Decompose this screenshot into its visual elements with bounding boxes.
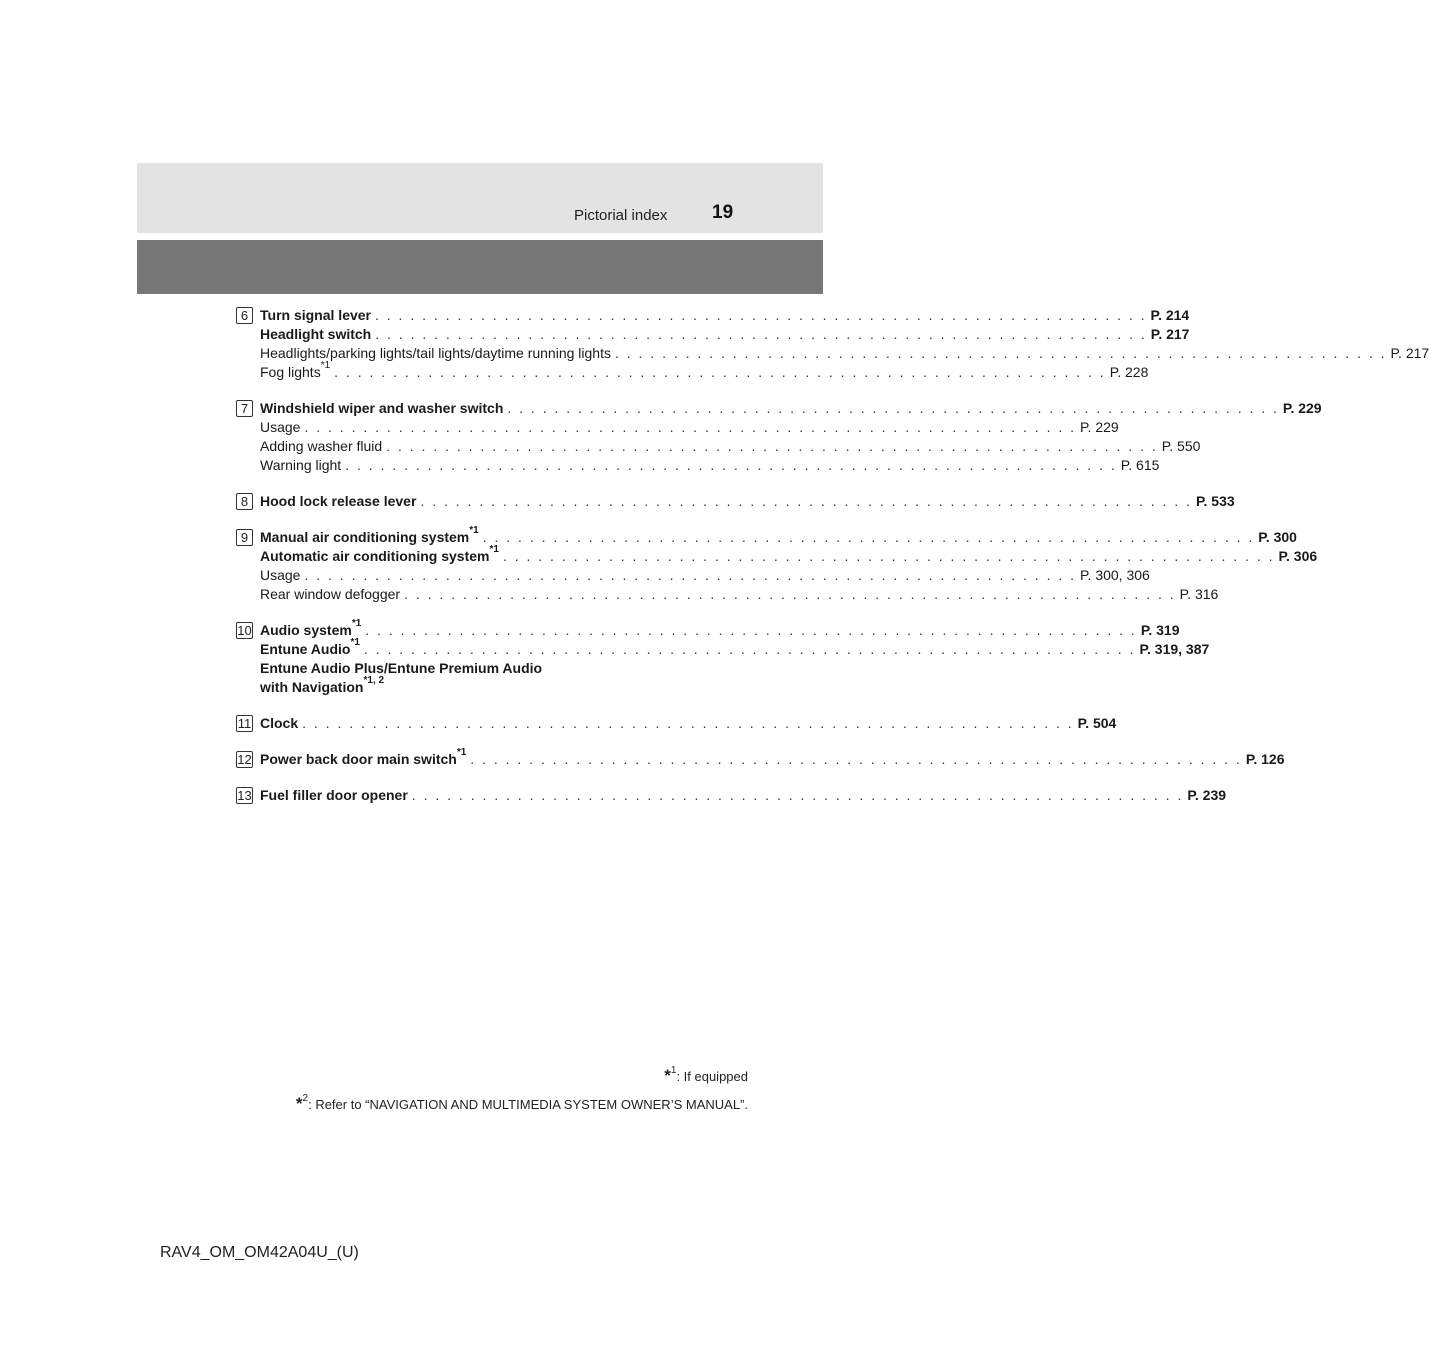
index-entry[interactable] [260,675,724,697]
footnote-marker: *1 [489,544,499,556]
page-reference[interactable]: P. 126 [1245,751,1285,767]
entry-label: Hood lock release lever [260,493,417,509]
index-entry[interactable] [260,399,1322,418]
index-group [236,399,1322,475]
index-entry[interactable] [260,306,1190,325]
index-entry[interactable] [260,659,724,678]
leader-dots: . . . . . . . . . . . . . . . . . . . . . . . . . . . . . . . . . . . . . . . . . . . . . . . . . . . . . . . . . . . . . . . . . . [365,622,1137,638]
item-number-badge: 7 [236,400,253,417]
section-banner [137,240,823,294]
page-reference[interactable]: P. 319 [1140,622,1180,638]
page-reference[interactable]: P. 239 [1187,787,1227,803]
footnote-number: 2 [302,1092,309,1104]
section-title: Pictorial index [574,207,668,224]
page-reference[interactable]: P. 229 [1282,400,1322,416]
index-entry[interactable] [260,544,1318,566]
leader-dots: . . . . . . . . . . . . . . . . . . . . . . . . . . . . . . . . . . . . . . . . . . . . . . . . . . . . . . . . . . . . . . . . . . [470,751,1242,767]
leader-dots: . . . . . . . . . . . . . . . . . . . . . . . . . . . . . . . . . . . . . . . . . . . . . . . . . . . . . . . . . . . . . . . . . . [345,457,1117,473]
index-entry[interactable] [260,492,1235,511]
leader-dots: . . . . . . . . . . . . . . . . . . . . . . . . . . . . . . . . . . . . . . . . . . . . . . . . . . . . . . . . . . . . . . . . . . [304,419,1077,435]
entry-label: Usage [260,567,301,583]
index-entry[interactable] [260,585,1219,604]
page-reference[interactable]: P. 229 [1080,419,1119,435]
entry-label: Fuel filler door opener [260,787,408,803]
footnote [296,1066,748,1086]
leader-dots: . . . . . . . . . . . . . . . . . . . . . . . . . . . . . . . . . . . . . . . . . . . . . . . . . . . . . . . . . . . . . . . . . . [411,787,1184,803]
footnote-marker: *1 [469,525,479,537]
index-group [236,618,1210,697]
page-reference[interactable]: P. 319, 387 [1139,641,1210,657]
entry-label: Entune Audio Plus/Entune Premium Audio [260,660,543,676]
index-group [236,786,1227,805]
footnote-marker: *1, 2 [363,675,385,687]
item-number-badge: 9 [236,529,253,546]
leader-dots: . . . . . . . . . . . . . . . . . . . . . . . . . . . . . . . . . . . . . . . . . . . . . . . . . . . . . . . . . . . . . . . . . . [614,345,1387,361]
index-entry[interactable] [260,456,1160,475]
index-group [236,747,1285,769]
page-reference[interactable]: P. 316 [1179,586,1219,602]
leader-dots: . . . . . . . . . . . . . . . . . . . . . . . . . . . . . . . . . . . . . . . . . . . . . . . . . . . . . . . . . . . . . . . . . . [375,326,1147,342]
index-entry[interactable] [260,360,1149,382]
entry-label: Headlights/parking lights/tail lights/daytime running lights [260,345,611,361]
entry-label: Audio system$^{*1}$ [260,618,362,638]
page-reference[interactable]: P. 533 [1195,493,1235,509]
footnote-text: : If equipped [676,1069,748,1084]
index-entry[interactable] [260,637,1210,659]
index-entry[interactable] [260,786,1227,805]
item-number-badge: 13 [237,788,252,803]
page-number: 19 [712,202,734,223]
leader-dots: . . . . . . . . . . . . . . . . . . . . . . . . . . . . . . . . . . . . . . . . . . . . . . . . . . . . . . . . . . . . . . . . . . [420,493,1192,509]
index-entry[interactable] [260,437,1201,456]
index-group [236,492,1235,511]
entry-label: Warning light [260,457,342,473]
page-reference[interactable]: P. 504 [1077,715,1117,731]
footnote-marker: *1 [456,747,467,759]
leader-dots: . . . . . . . . . . . . . . . . . . . . . . . . . . . . . . . . . . . . . . . . . . . . . . . . . . . . . . . . . . . . . . . . . . [363,641,1136,657]
leader-dots: . . . . . . . . . . . . . . . . . . . . . . . . . . . . . . . . . . . . . . . . . . . . . . . . . . . . . . . . . . . . . . . . . . [502,548,1275,564]
index-group [236,714,1117,733]
index-entry[interactable] [260,747,1285,769]
page-reference[interactable]: P. 228 [1109,364,1149,380]
page-reference[interactable]: P. 615 [1120,457,1160,473]
leader-dots: . . . . . . . . . . . . . . . . . . . . . . . . . . . . . . . . . . . . . . . . . . . . . . . . . . . . . . . . . . . . . . . . . . [404,586,1176,602]
page-reference[interactable]: P. 217 [1390,345,1429,361]
footnote-marker: *1 [320,360,331,372]
item-number-badge: 10 [237,623,252,638]
index-entry[interactable] [260,566,1150,585]
page-reference[interactable]: P. 306 [1278,548,1318,564]
index-list [236,306,1429,822]
entry-label: Windshield wiper and washer switch [260,400,504,416]
leader-dots: . . . . . . . . . . . . . . . . . . . . . . . . . . . . . . . . . . . . . . . . . . . . . . . . . . . . . . . . . . . . . . . . . . [507,400,1279,416]
page-reference[interactable]: P. 550 [1161,438,1201,454]
leader-dots: . . . . . . . . . . . . . . . . . . . . . . . . . . . . . . . . . . . . . . . . . . . . . . . . . . . . . . . . . . . . . . . . . . [375,307,1147,323]
entry-label: Power back door main switch$^{*1}$ [260,747,467,767]
entry-label: Headlight switch [260,326,372,342]
index-entry[interactable] [260,325,1190,344]
page-reference[interactable]: P. 217 [1150,326,1190,342]
footnote-marker: *1 [350,637,360,649]
leader-dots: . . . . . . . . . . . . . . . . . . . . . . . . . . . . . . . . . . . . . . . . . . . . . . . . . . . . . . . . . . . . . . . . . . [304,567,1077,583]
item-number-badge: 11 [237,716,252,731]
entry-label: Automatic air conditioning system$^{*1}$ [260,544,499,564]
footnote-star: * [295,1094,303,1113]
footnotes [296,1066,748,1122]
entry-label: with Navigation$^{*1, 2}$ [260,675,385,695]
index-entry[interactable] [260,714,1117,733]
footnote-marker: *1 [351,618,362,630]
index-entry[interactable] [260,418,1119,437]
leader-dots: . . . . . . . . . . . . . . . . . . . . . . . . . . . . . . . . . . . . . . . . . . . . . . . . . . . . . . . . . . . . . . . . . . [386,438,1158,454]
entry-label: Turn signal lever [260,307,371,323]
entry-label: Fog lights$^{*1}$ [260,360,331,380]
entry-label: Adding washer fluid [260,438,383,454]
entry-label: Entune Audio$^{*1}$ [260,637,360,657]
footnote-text: : Refer to “NAVIGATION AND MULTIMEDIA SYSTEM OWNER’S MANUAL”. [308,1097,748,1112]
page-reference[interactable]: P. 214 [1150,307,1190,323]
index-entry[interactable] [260,618,1180,640]
entry-label: Manual air conditioning system$^{*1}$ [260,525,479,545]
item-number-badge: 8 [236,493,253,510]
page-reference[interactable]: P. 300, 306 [1080,567,1150,583]
item-number-badge: 12 [237,752,252,767]
leader-dots: . . . . . . . . . . . . . . . . . . . . . . . . . . . . . . . . . . . . . . . . . . . . . . . . . . . . . . . . . . . . . . . . . . [334,364,1106,380]
leader-dots: . . . . . . . . . . . . . . . . . . . . . . . . . . . . . . . . . . . . . . . . . . . . . . . . . . . . . . . . . . . . . . . . . . [302,715,1074,731]
item-number-badge: 6 [236,307,253,324]
footnote [296,1094,748,1114]
leader-dots: . . . . . . . . . . . . . . . . . . . . . . . . . . . . . . . . . . . . . . . . . . . . . . . . . . . . . . . . . . . . . . . . . . [482,529,1255,545]
index-group [236,306,1429,382]
index-group [236,525,1318,604]
footnote-star: * [664,1066,671,1085]
footnote-number: 1 [670,1064,677,1076]
entry-label: Usage [260,419,301,435]
page-reference[interactable]: P. 300 [1258,529,1297,545]
entry-label: Clock [260,715,299,731]
document-code: RAV4_OM_OM42A04U_(U) [160,1244,359,1261]
entry-label: Rear window defogger [260,586,401,602]
